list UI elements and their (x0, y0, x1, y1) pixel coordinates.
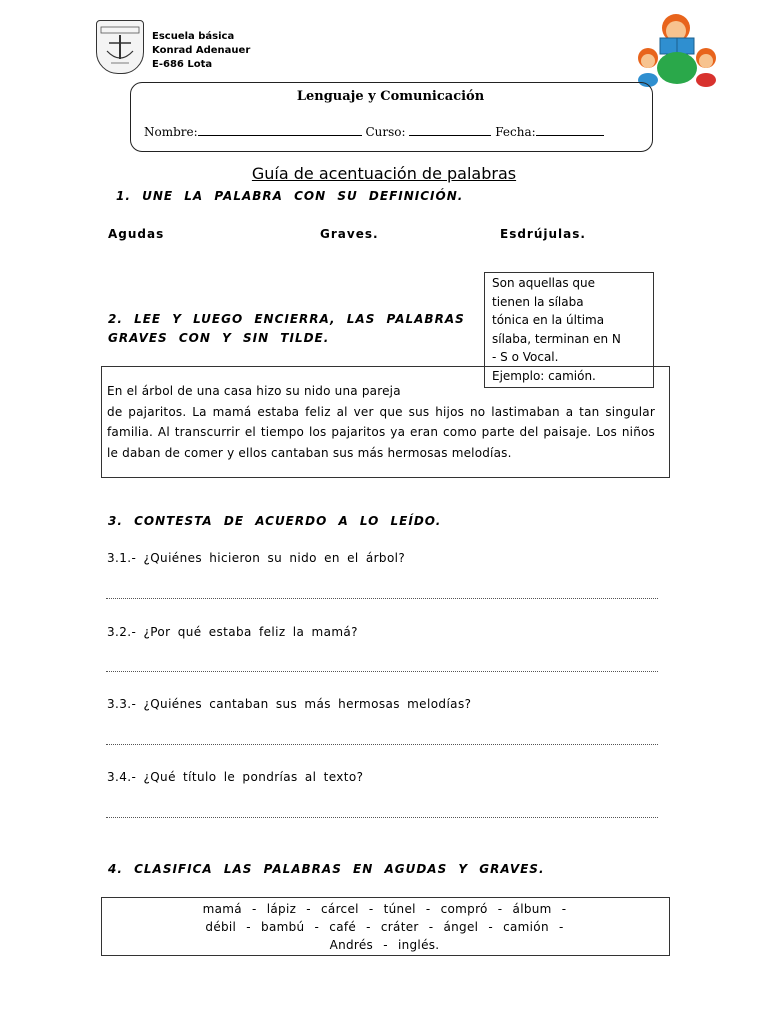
section2-heading-2: GRAVES CON Y SIN TILDE. (108, 331, 330, 345)
question-3-2: 3.2.- ¿Por qué estaba feliz la mamá? (107, 625, 358, 639)
date-line[interactable] (536, 124, 604, 136)
name-label: Nombre: (144, 125, 198, 139)
question-3-4: 3.4.- ¿Qué título le pondrías al texto? (107, 770, 364, 784)
answer-line-3-2[interactable] (106, 671, 658, 672)
reading-rest: de pajaritos. La mamá estaba feliz al ver que sus hijos no lastimaban a tan singular familia. Al transcurrir el tiempo los pajaritos ya eran como parte del paisaje. Los niños le daban de comer y ellos cantaban sus más hermosas melodías. (107, 404, 655, 460)
school-info (152, 30, 250, 72)
section4-heading: 4. CLASIFICA LAS PALABRAS EN AGUDAS Y GRAVES. (108, 862, 545, 876)
word-list-line: débil - bambú - café - cráter - ángel - camión - (205, 920, 564, 934)
reading-text (107, 381, 655, 463)
word-list-line: mamá - lápiz - cárcel - túnel - compró - álbum - (202, 902, 567, 916)
subject-title: Lenguaje y Comunicación (296, 89, 485, 104)
reading-first-line: En el árbol de una casa hizo su nido una pareja (107, 384, 401, 398)
word-agudas: Agudas (108, 227, 165, 241)
page-title: Guía de acentuación de palabras (251, 164, 517, 183)
student-fields (144, 124, 604, 139)
section2-heading: 2. LEE Y LUEGO ENCIERRA, LAS PALABRAS (108, 312, 465, 326)
question-3-1: 3.1.- ¿Quiénes hicieron su nido en el árbol? (107, 551, 406, 565)
date-label: Fecha: (495, 125, 536, 139)
word-list (101, 900, 668, 954)
definition-line: Ejemplo: camión. (492, 368, 596, 383)
reading-kids-illustration (636, 8, 718, 88)
course-line[interactable] (409, 124, 491, 136)
name-line[interactable] (198, 124, 362, 136)
section3-heading: 3. CONTESTA DE ACUERDO A LO LEÍDO. (108, 514, 442, 528)
answer-line-3-1[interactable] (106, 598, 658, 599)
section1-heading: 1. UNE LA PALABRA CON SU DEFINICIÓN. (116, 189, 464, 203)
school-name: Escuela básica (152, 31, 235, 42)
course-label: Curso: (365, 125, 406, 139)
school-name-2: Konrad Adenauer (152, 45, 251, 56)
school-logo (96, 20, 144, 74)
definition-box (484, 272, 654, 388)
definition-line: - S o Vocal. (492, 350, 559, 364)
question-3-3: 3.3.- ¿Quiénes cantaban sus más hermosas melodías? (107, 697, 472, 711)
answer-line-3-3[interactable] (106, 744, 658, 745)
definition-line: tónica en la última (492, 313, 605, 327)
word-list-line: Andrés - inglés. (329, 938, 440, 952)
word-graves: Graves. (320, 227, 379, 241)
school-code: E-686 Lota (152, 59, 213, 70)
answer-line-3-4[interactable] (106, 817, 658, 818)
definition-line: Son aquellas que (492, 276, 596, 290)
definition-line: tienen la sílaba (492, 294, 584, 309)
definition-line: sílaba, terminan en N (492, 331, 621, 346)
word-esdrujulas: Esdrújulas. (500, 227, 586, 241)
